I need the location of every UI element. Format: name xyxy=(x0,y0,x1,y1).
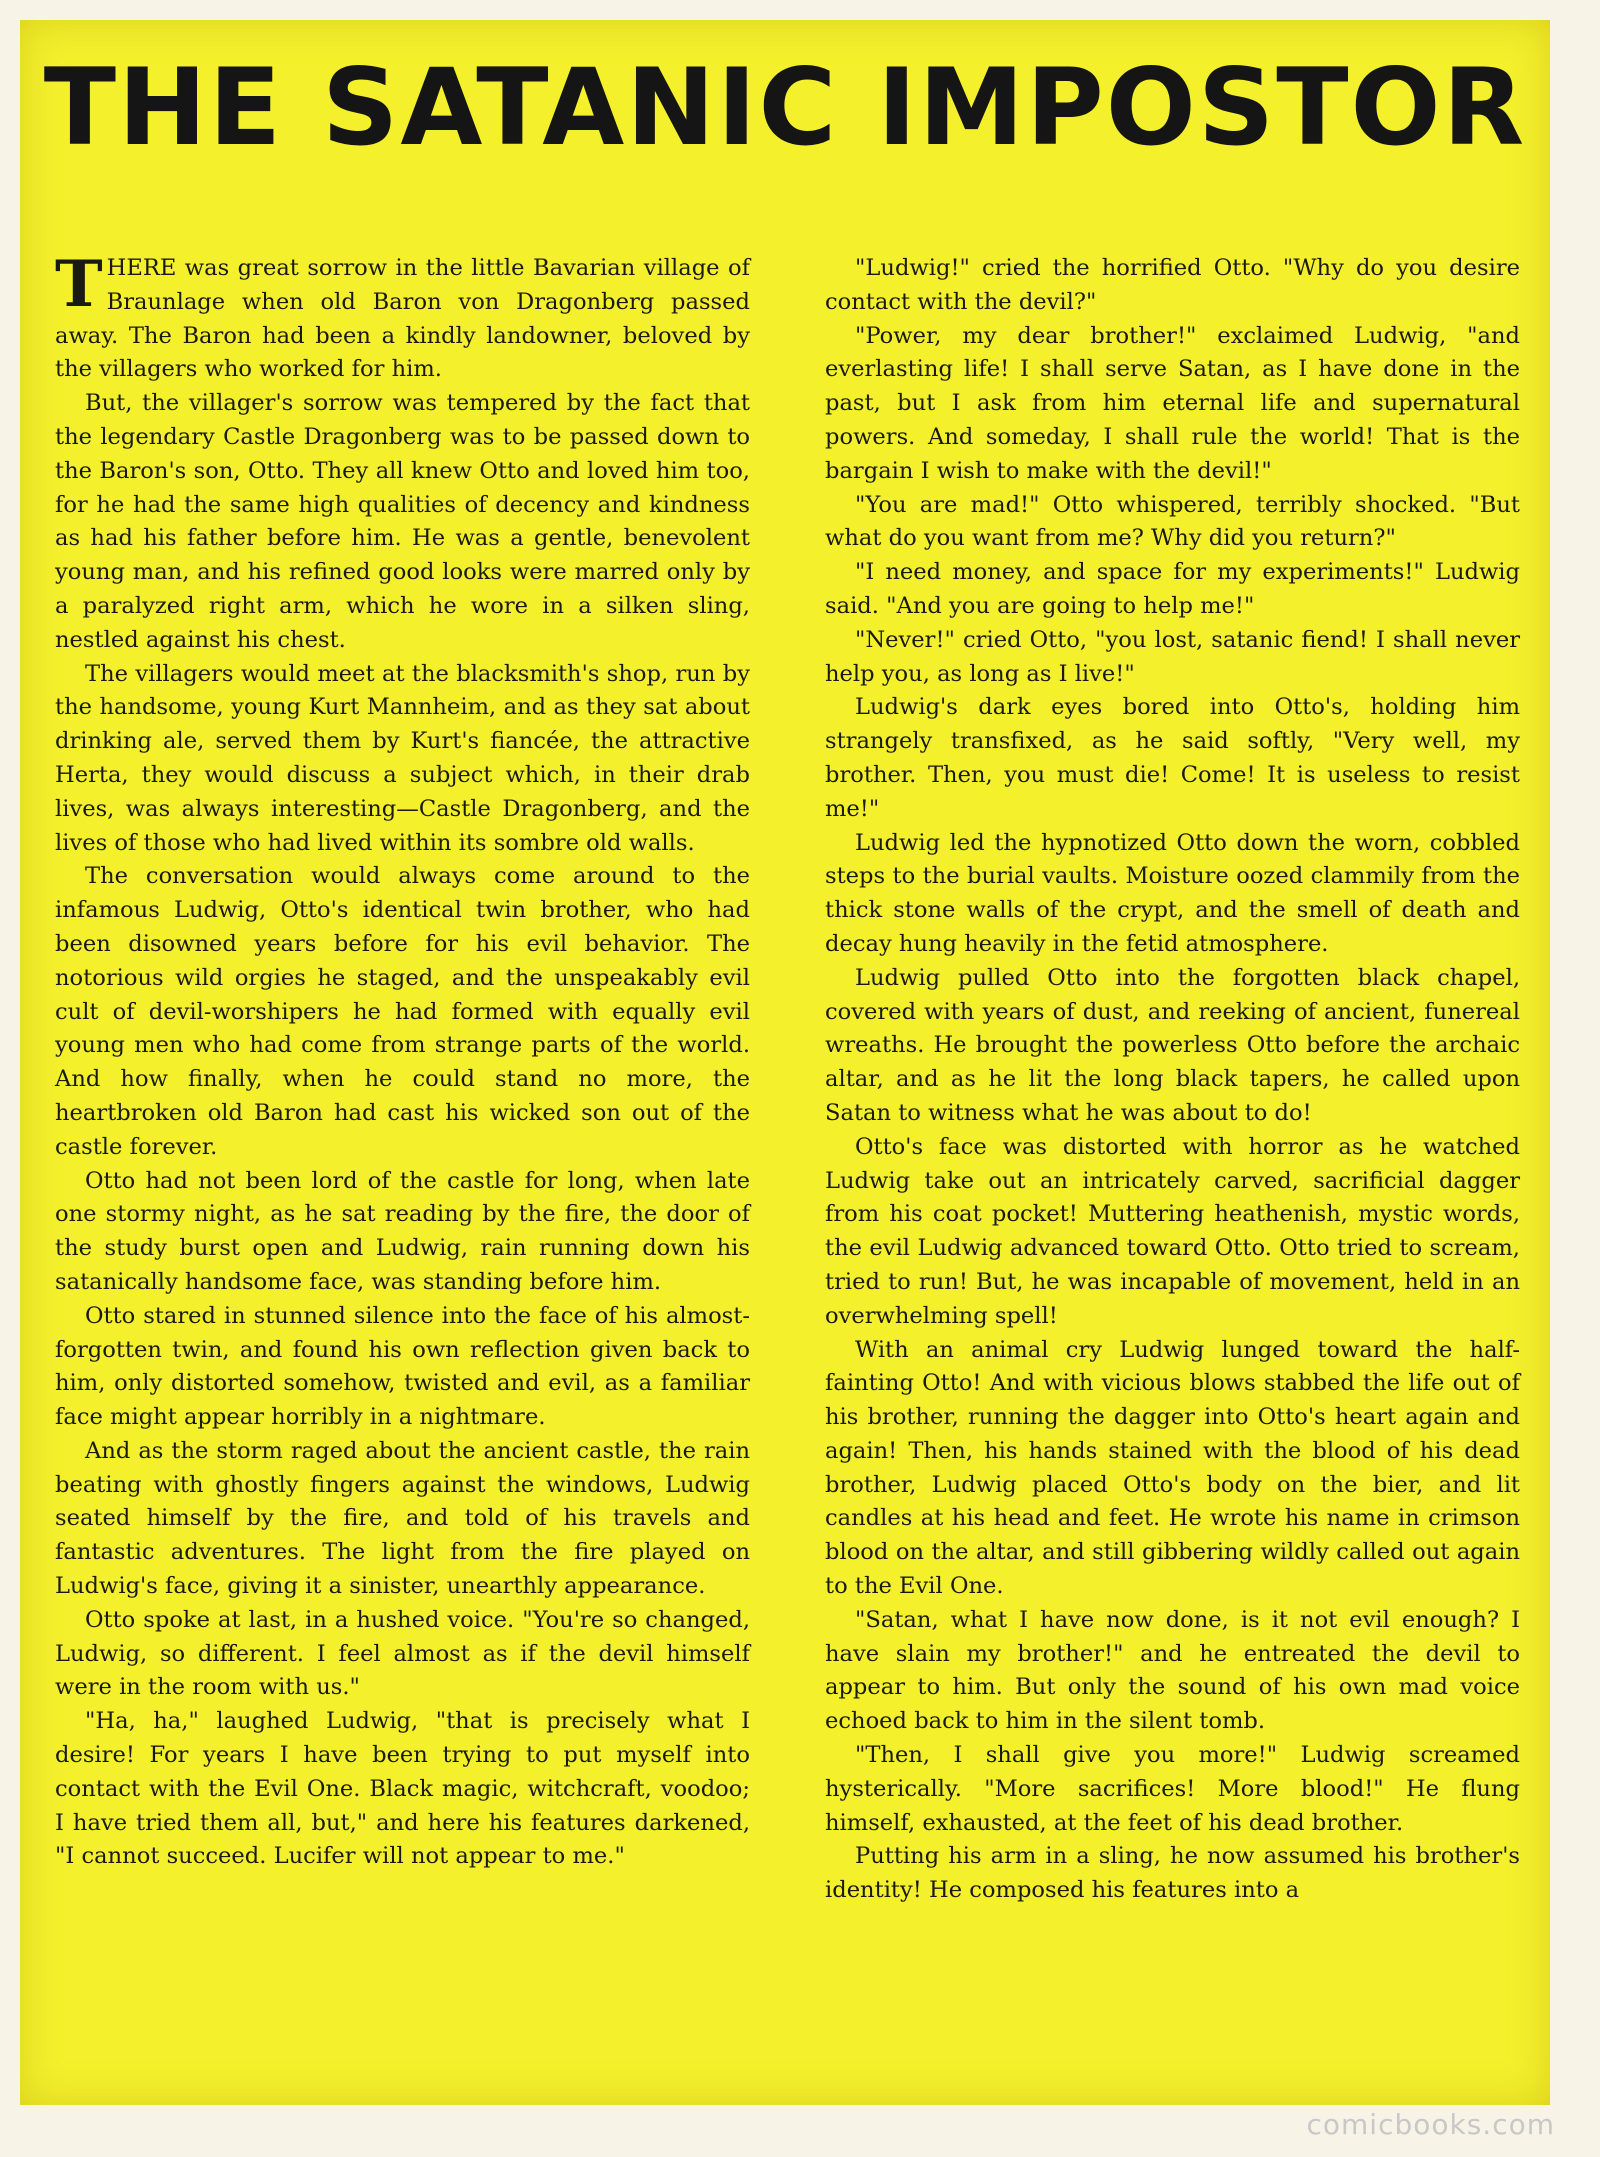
story-paragraph: Otto had not been lord of the castle for long, when late one stormy night, as he sat reading by the fire, the door of the study burst open and Ludwig, rain running down his satanically handsome face, was standing before him. xyxy=(55,1167,750,1295)
story-paragraph: "Ludwig!" cried the horrified Otto. "Why do you desire contact with the devil?" xyxy=(825,255,1520,315)
drop-cap: T xyxy=(55,247,103,322)
story-paragraph: Otto spoke at last, in a hushed voice. "You're so changed, Ludwig, so different. I feel almost as if the devil himself were in the room with us." xyxy=(55,1606,750,1701)
story-paragraph: "Ha, ha," laughed Ludwig, "that is precisely what I desire! For years I have been trying to put myself into contact with the Evil One. Black magic, witchcraft, voodoo; I have tried them all, but," and here his features darkened, "I cannot succeed. Lucifer will not appear to me." xyxy=(55,1708,750,1870)
opening-paragraph xyxy=(55,247,750,387)
story-title: THE SATANIC IMPOSTOR xyxy=(43,46,1527,169)
story-paragraph: "Never!" cried Otto, "you lost, satanic fiend! I shall never help you, as long as I live!" xyxy=(825,626,1520,687)
opening-text: HERE was great sorrow in the little Bavarian village of Braunlage when old Baron von Dragonberg passed away. The Baron had been a kindly landowner, beloved by the villagers who worked for him. xyxy=(55,255,750,383)
story-paragraph: "You are mad!" Otto whispered, terribly shocked. "But what do you want from me? Why did you return?" xyxy=(825,491,1520,552)
story-paragraph: "Then, I shall give you more!" Ludwig screamed hysterically. "More sacrifices! More blood!" He flung himself, exhausted, at the feet of his dead brother. xyxy=(825,1742,1520,1836)
story-paragraph: Otto stared in stunned silence into the face of his almost-forgotten twin, and found his own reflection given back to him, only distorted somehow, twisted and evil, as a familiar face might appear horribly in a nightmare. xyxy=(55,1302,750,1431)
story-paragraph: "Power, my dear brother!" exclaimed Ludwig, "and everlasting life! I shall serve Satan, as I have done in the past, but I ask from him eternal life and supernatural powers. And someday, I shall rule the world! That is the bargain I wish to make with the devil!" xyxy=(825,322,1520,484)
story-paragraph: Putting his arm in a sling, he now assumed his brother's identity! He composed his features into a xyxy=(825,1843,1520,1904)
story-paragraph: But, the villager's sorrow was tempered by the fact that the legendary Castle Dragonberg was to be passed down to the Baron's son, Otto. They all knew Otto and loved him too, for he had the same high qualities of decency and kindness as had his father before him. He was a gentle, benevolent young man, and his refined good looks were marred only by a paralyzed right arm, which he wore in a silken sling, nestled against his chest. xyxy=(55,390,750,653)
story-paragraph: And as the storm raged about the ancient castle, the rain beating with ghostly fingers against the windows, Ludwig seated himself by the fire, and told of his travels and fantastic adventures. The light from the fire played on Ludwig's face, giving it a sinister, unearthly appearance. xyxy=(55,1437,750,1600)
story-paragraph: Ludwig pulled Otto into the forgotten black chapel, covered with years of dust, and reeking of ancient, funereal wreaths. He brought the powerless Otto before the archaic altar, and as he lit the long black tapers, he called upon Satan to witness what he was about to do! xyxy=(825,964,1520,1126)
story-page xyxy=(20,20,1550,2105)
story-paragraph: "Satan, what I have now done, is it not evil enough? I have slain my brother!" and he entreated the devil to appear to him. But only the sound of his own mad voice echoed back to him in the silent tomb. xyxy=(825,1606,1520,1735)
story-paragraph: With an animal cry Ludwig lunged toward the half-fainting Otto! And with vicious blows stabbed the life out of his brother, running the dagger into Otto's heart again and again! Then, his hands stained with the blood of his dead brother, Ludwig placed Otto's body on the bier, and lit candles at his head and feet. He wrote his name in crimson blood on the altar, and still gibbering wildly called out again to the Evil One. xyxy=(825,1336,1520,1600)
story-paragraph: Ludwig's dark eyes bored into Otto's, holding him strangely transfixed, as he said softly, "Very well, my brother. Then, you must die! Come! It is useless to resist me!" xyxy=(825,694,1520,822)
left-column xyxy=(55,247,750,1874)
right-column xyxy=(825,252,1520,1908)
story-paragraph: The villagers would meet at the blacksmith's shop, run by the handsome, young Kurt Mannheim, and as they sat about drinking ale, served them by Kurt's fiancée, the attractive Herta, they would discuss a subject which, in their drab lives, was always interesting—Castle Dragonberg, and the lives of those who had lived within its sombre old walls. xyxy=(55,660,750,856)
story-paragraph: Ludwig led the hypnotized Otto down the worn, cobbled steps to the burial vaults. Moisture oozed clammily from the thick stone walls of the crypt, and the smell of death and decay hung heavily in the fetid atmosphere. xyxy=(825,829,1520,957)
story-paragraph: "I need money, and space for my experiments!" Ludwig said. "And you are going to help me!" xyxy=(825,559,1520,619)
story-paragraph: The conversation would always come around to the infamous Ludwig, Otto's identical twin brother, who had been disowned years before for his evil behavior. The notorious wild orgies he staged, and the unspeakably evil cult of devil-worshipers he had formed with equally evil young men who had come from strange parts of the world. And how finally, when he could stand no more, the heartbroken old Baron had cast his wicked son out of the castle forever. xyxy=(55,863,750,1160)
site-watermark: comicbooks.com xyxy=(1306,2108,1555,2141)
story-paragraph: Otto's face was distorted with horror as he watched Ludwig take out an intricately carved, sacrificial dagger from his coat pocket! Muttering heathenish, mystic words, the evil Ludwig advanced toward Otto. Otto tried to scream, tried to run! But, he was incapable of movement, held in an overwhelming spell! xyxy=(825,1133,1520,1329)
